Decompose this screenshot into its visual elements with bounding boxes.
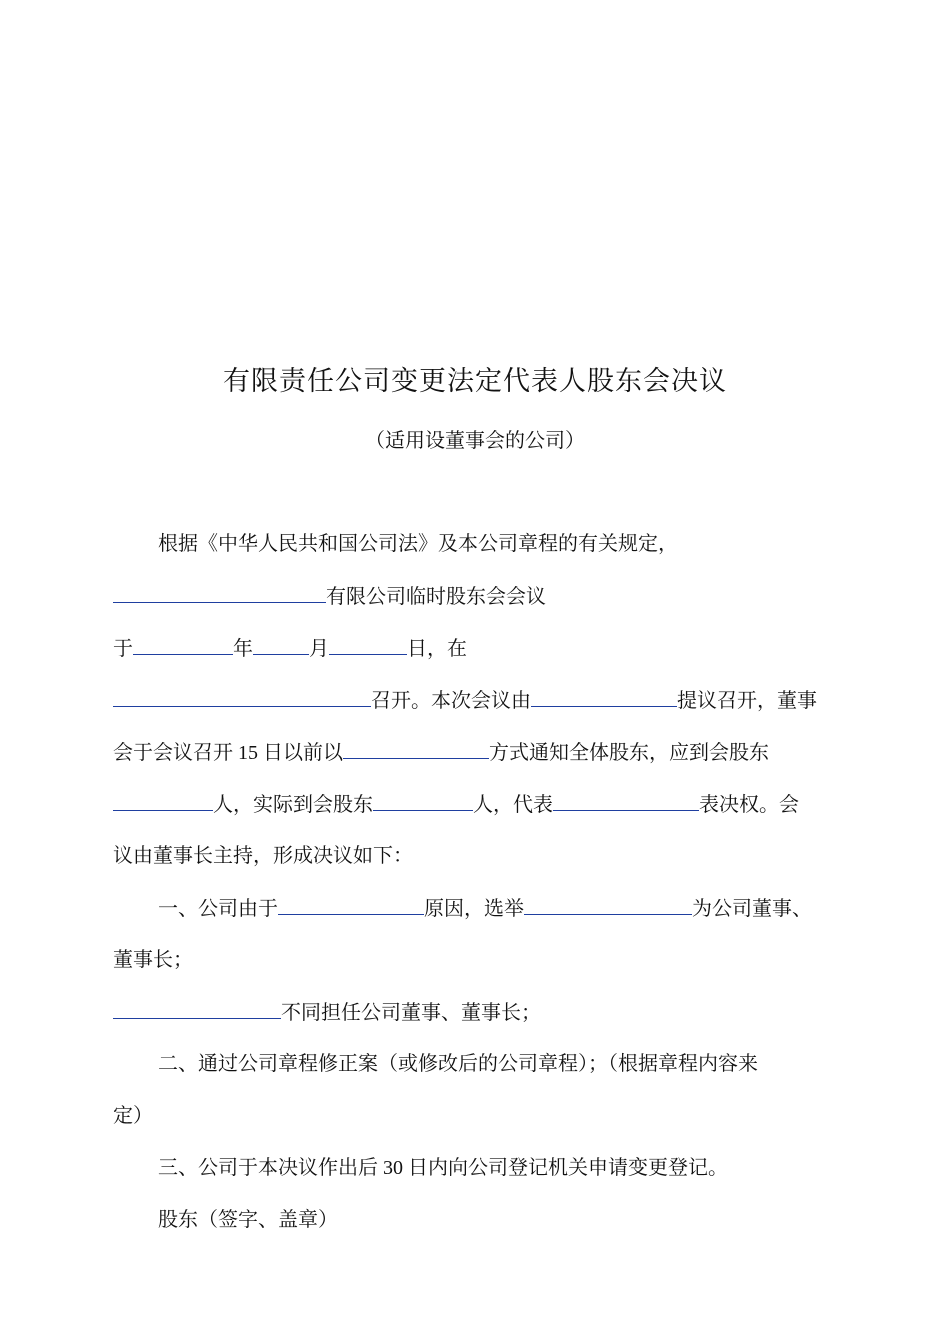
document-title: 有限责任公司变更法定代表人股东会决议 — [223, 366, 727, 397]
document-subtitle: （适用设董事会的公司） — [365, 428, 585, 452]
paragraph-line-12 — [113, 1100, 853, 1130]
text: 召开。本次会议由 — [371, 688, 531, 712]
text: 为公司董事、 — [692, 896, 812, 920]
resolution-1 — [158, 892, 898, 922]
signature-label — [158, 1204, 898, 1234]
year-blank[interactable] — [133, 632, 233, 655]
text: 董事长； — [113, 947, 193, 971]
text: 提议召开，董事 — [677, 688, 817, 712]
resolution-2 — [158, 1048, 898, 1078]
text: 议由董事长主持，形成决议如下： — [113, 843, 413, 867]
paragraph-line-4 — [113, 684, 853, 714]
paragraph-line-6 — [113, 788, 853, 818]
text: 二、通过公司章程修正案（或修改后的公司章程）；（根据章程内容来 — [158, 1051, 758, 1075]
convener-blank[interactable] — [531, 684, 677, 707]
meeting-place-blank[interactable] — [113, 684, 371, 707]
text: 定） — [113, 1103, 153, 1127]
text: 年 — [233, 636, 253, 660]
expected-shareholders-blank[interactable] — [113, 788, 213, 811]
paragraph-line-10 — [113, 996, 853, 1026]
text: 于 — [113, 636, 133, 660]
paragraph-line-9 — [113, 944, 853, 974]
text: 不同担任公司董事、董事长； — [281, 1000, 541, 1024]
text: 原因，选举 — [424, 896, 524, 920]
company-name-blank[interactable] — [113, 580, 326, 603]
text: 会于会议召开 15 日以前以 — [113, 742, 343, 764]
paragraph-line-2 — [113, 580, 853, 610]
paragraph-line-1 — [158, 528, 898, 558]
month-blank[interactable] — [253, 632, 309, 655]
text: 根据《中华人民共和国公司法》及本公司章程的有关规定， — [158, 531, 678, 555]
text: 一、公司由于 — [158, 896, 278, 920]
text: 股东（签字、盖章） — [158, 1207, 338, 1231]
former-director-blank[interactable] — [113, 996, 281, 1019]
text: 日，在 — [407, 636, 467, 660]
text: 人，代表 — [473, 792, 553, 816]
voting-rights-blank[interactable] — [553, 788, 699, 811]
text: 人，实际到会股东 — [213, 792, 373, 816]
resolution-3 — [158, 1152, 898, 1182]
paragraph-line-3 — [113, 632, 853, 662]
text: 表决权。会 — [699, 792, 799, 816]
paragraph-line-5 — [113, 736, 853, 766]
attending-shareholders-blank[interactable] — [373, 788, 473, 811]
text: 有限公司临时股东会会议 — [326, 584, 546, 608]
text: 方式通知全体股东，应到会股东 — [489, 740, 769, 764]
text: 月 — [309, 636, 329, 660]
new-director-blank[interactable] — [524, 892, 692, 915]
notice-method-blank[interactable] — [343, 736, 489, 759]
reason-blank[interactable] — [278, 892, 424, 915]
paragraph-line-7 — [113, 840, 853, 870]
text: 三、公司于本决议作出后 30 日内向公司登记机关申请变更登记。 — [158, 1157, 728, 1179]
day-blank[interactable] — [329, 632, 407, 655]
